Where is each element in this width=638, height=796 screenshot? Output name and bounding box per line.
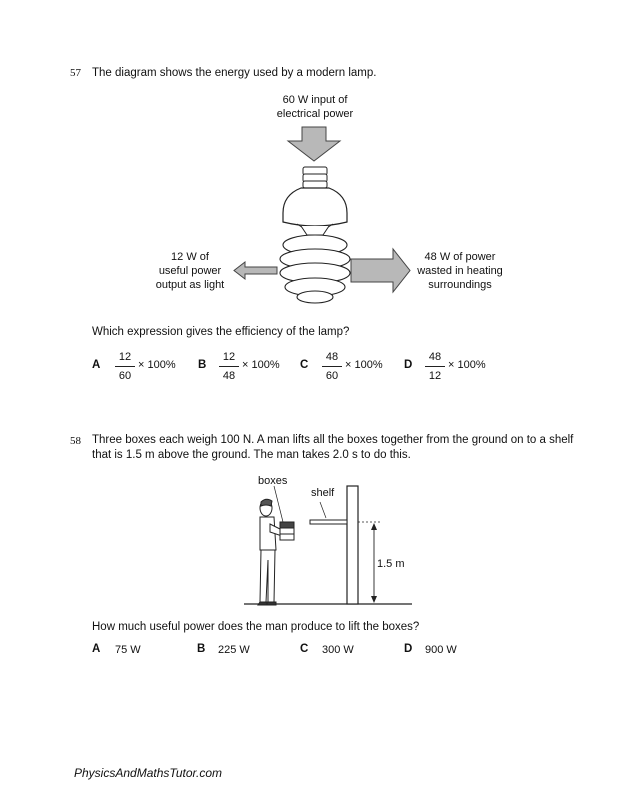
man-figure xyxy=(258,499,286,605)
question-57-stem: The diagram shows the energy used by a modern lamp. xyxy=(92,67,377,79)
lamp-cap xyxy=(303,167,327,188)
option-letter: C xyxy=(300,359,309,371)
height-label: 1.5 m xyxy=(377,558,405,570)
q58-option-c[interactable] xyxy=(300,643,380,659)
lamp-spiral xyxy=(280,235,350,303)
option-value: 225 W xyxy=(218,644,250,656)
q57-option-c[interactable] xyxy=(300,351,400,387)
q57-option-b[interactable] xyxy=(198,351,298,387)
option-letter: D xyxy=(404,643,413,655)
question-number-58: 58 xyxy=(70,435,81,447)
option-letter: B xyxy=(198,359,207,371)
useful-power-label: 12 W of useful power output as light xyxy=(155,251,225,291)
boxes-stack xyxy=(280,522,294,540)
lamp-base xyxy=(283,188,347,226)
option-suffix: × 100% xyxy=(242,359,280,371)
question-58-prompt: How much useful power does the man produce to lift the boxes? xyxy=(92,621,420,633)
option-suffix: × 100% xyxy=(138,359,176,371)
option-value: 900 W xyxy=(425,644,457,656)
fraction: 12 60 xyxy=(114,351,136,383)
option-value: 75 W xyxy=(115,644,141,656)
input-arrow xyxy=(288,127,340,161)
question-58-stem-line1: Three boxes each weigh 100 N. A man lifts all the boxes together from the ground on to a shelf xyxy=(92,434,574,446)
option-letter: B xyxy=(197,643,206,655)
question-58-stem-line2: that is 1.5 m above the ground. The man takes 2.0 s to do this. xyxy=(92,449,411,461)
q58-option-d[interactable] xyxy=(404,643,484,659)
q57-option-d[interactable] xyxy=(404,351,504,387)
option-suffix: × 100% xyxy=(345,359,383,371)
option-letter: A xyxy=(92,643,101,655)
useful-output-arrow xyxy=(234,262,277,279)
option-value: 300 W xyxy=(322,644,354,656)
q58-option-b[interactable] xyxy=(197,643,277,659)
shelf-label: shelf xyxy=(311,487,335,499)
input-power-label: 60 W input of electrical power xyxy=(276,94,354,120)
option-letter: A xyxy=(92,359,101,371)
option-suffix: × 100% xyxy=(448,359,486,371)
question-57-prompt: Which expression gives the efficiency of the lamp? xyxy=(92,326,350,338)
shelf-post xyxy=(347,486,358,604)
wasted-power-label: 48 W of power wasted in heating surroundings xyxy=(417,251,503,291)
shelf xyxy=(310,520,347,524)
footer-site-name: PhysicsAndMathsTutor.com xyxy=(74,766,223,780)
wasted-output-arrow xyxy=(351,249,410,292)
option-letter: D xyxy=(404,359,413,371)
fraction: 48 12 xyxy=(424,351,446,383)
fraction: 48 60 xyxy=(321,351,343,383)
lamp-energy-diagram xyxy=(225,125,425,310)
option-letter: C xyxy=(300,643,309,655)
q58-option-a[interactable] xyxy=(92,643,172,659)
question-number-57: 57 xyxy=(70,67,81,79)
boxes-label: boxes xyxy=(258,475,288,487)
q57-option-a[interactable] xyxy=(92,351,192,387)
fraction: 12 48 xyxy=(218,351,240,383)
